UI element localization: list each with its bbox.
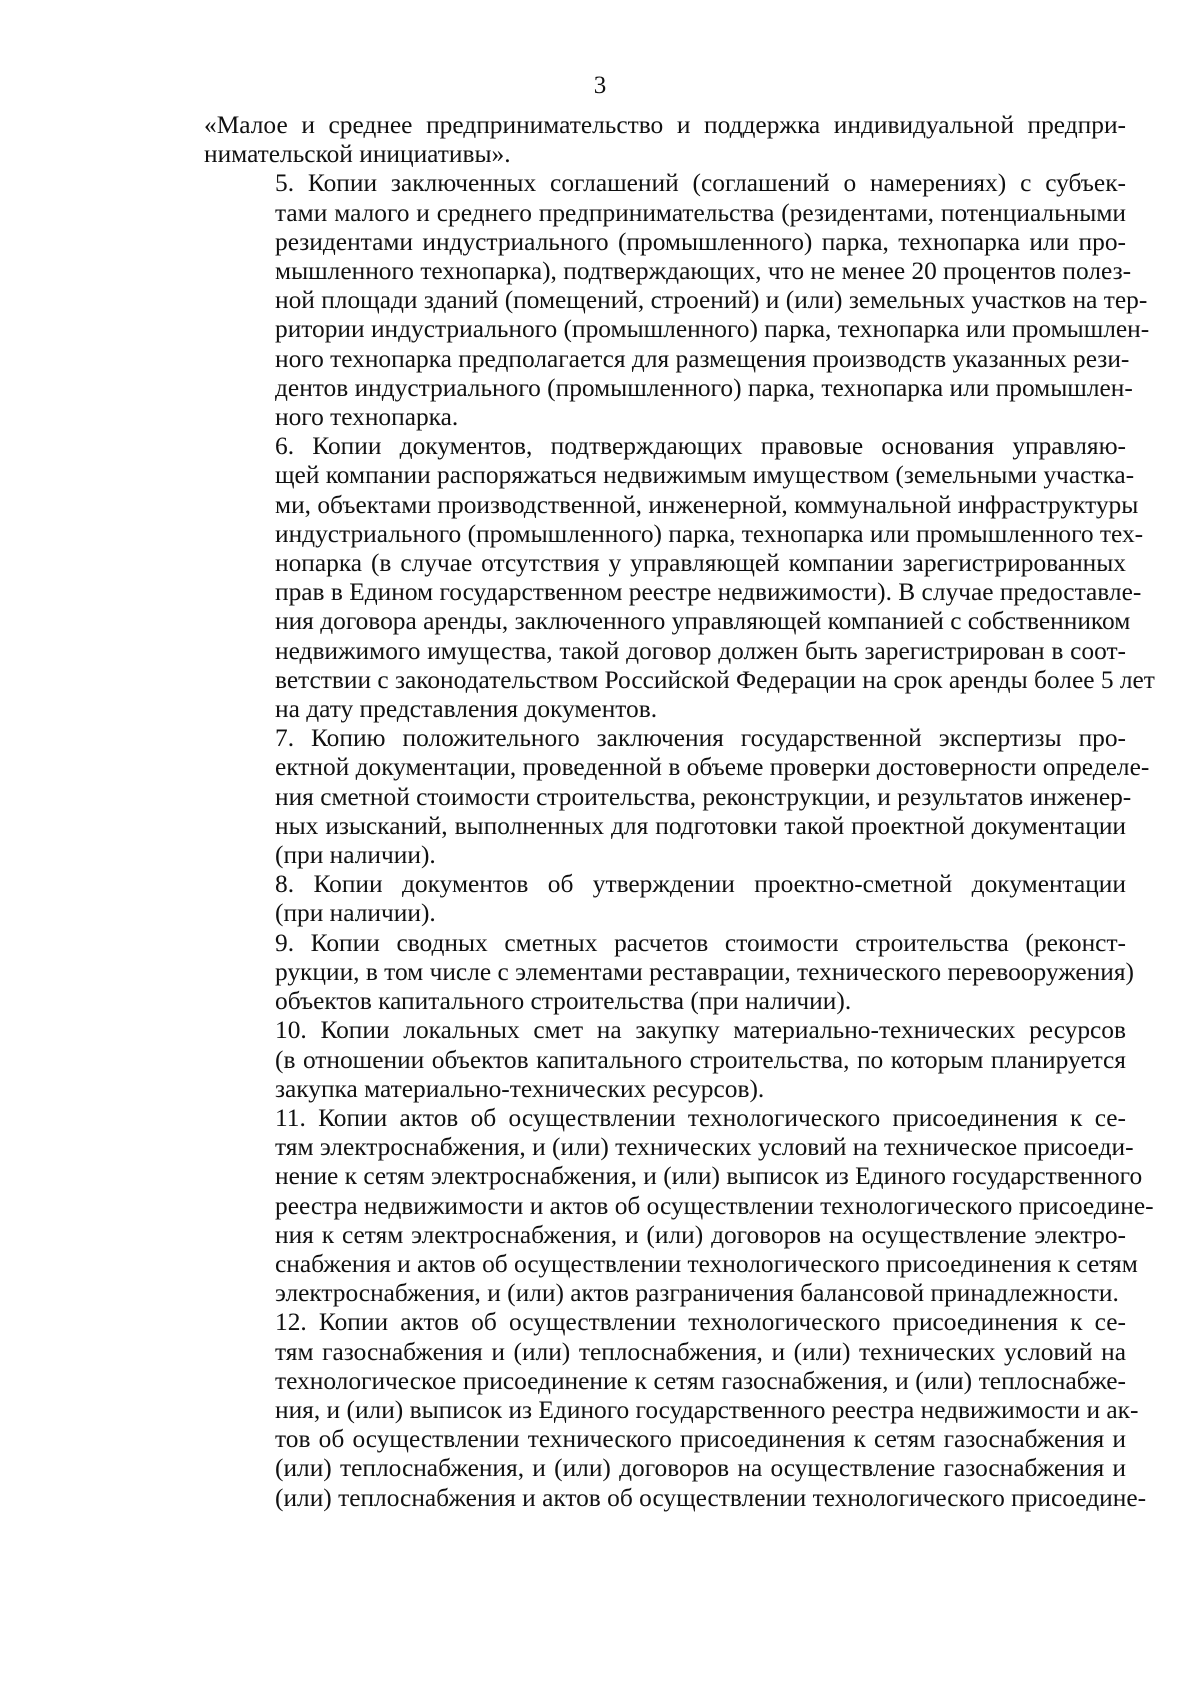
text-line: прав в Едином государственном реестре недвижимости). В случае предоставле- <box>275 578 1142 607</box>
paragraph-5 <box>204 169 1150 432</box>
text-line: ной площади зданий (помещений, строений) и (или) земельных участков на тер- <box>275 286 1148 315</box>
text-line: закупка материально-технических ресурсов). <box>275 1074 765 1103</box>
text-line: ветствии с законодательством Российской Федерации на срок аренды более 5 лет <box>275 665 1155 694</box>
text-line: ного технопарка предполагается для размещения производств указанных рези- <box>275 344 1130 373</box>
text-line: (или) теплоснабжения, и (или) договоров на осуществление газоснабжения и <box>275 1454 1126 1483</box>
text-line: 9. Копии сводных сметных расчетов стоимости строительства (реконст- <box>275 928 1126 957</box>
paragraph-9 <box>204 928 1134 1017</box>
paragraph-12 <box>204 1308 1147 1512</box>
text-line: ния договора аренды, заключенного управляющей компанией с собственником <box>275 607 1131 636</box>
paragraph-intro <box>204 111 1126 169</box>
text-line: ния сметной стоимости строительства, реконструкции, и результатов инженер- <box>275 782 1132 811</box>
paragraph-11 <box>204 1103 1154 1308</box>
text-line: ми, объектами производственной, инженерной, коммунальной инфраструктуры <box>275 490 1139 519</box>
text-line: 8. Копии документов об утверждении проектно-сметной документации <box>275 870 1126 899</box>
text-line: (при наличии). <box>275 899 436 928</box>
text-line: (в отношении объектов капитального строительства, по которым планируется <box>275 1045 1126 1074</box>
text-line: мышленного технопарка), подтверждающих, что не менее 20 процентов полез- <box>275 257 1132 286</box>
paragraph-10 <box>204 1016 1126 1104</box>
text-line: нение к сетям электроснабжения, и (или) выписок из Единого государственного <box>275 1162 1143 1191</box>
text-line: 5. Копии заключенных соглашений (соглашений о намерениях) с субъек- <box>275 169 1126 198</box>
text-line: объектов капитального строительства (при наличии). <box>275 987 852 1016</box>
text-line: ритории индустриального (промышленного) парка, технопарка или промышлен- <box>275 315 1150 344</box>
text-line: 12. Копии актов об осуществлении технологического присоединения к се- <box>275 1308 1126 1337</box>
text-line: тям электроснабжения, и (или) технических условий на техническое присоеди- <box>275 1133 1134 1162</box>
paragraph-6 <box>204 432 1155 724</box>
text-line: нимательской инициативы». <box>204 140 511 169</box>
text-line: тами малого и среднего предпринимательства (резидентами, потенциальными <box>275 198 1126 227</box>
text-line: индустриального (промышленного) парка, технопарка или промышленного тех- <box>275 519 1144 548</box>
text-line: 7. Копию положительного заключения государственной экспертизы про- <box>275 724 1126 753</box>
text-line: ных изысканий, выполненных для подготовки такой проектной документации <box>275 811 1126 840</box>
text-line: (при наличии). <box>275 841 436 870</box>
text-line: 10. Копии локальных смет на закупку материально-технических ресурсов <box>275 1016 1126 1045</box>
text-line: электроснабжения, и (или) актов разграничения балансовой принадлежности. <box>275 1279 1119 1308</box>
text-line: резидентами индустриального (промышленного) парка, технопарка или про- <box>275 227 1126 256</box>
text-line: дентов индустриального (промышленного) парка, технопарка или промышлен- <box>275 373 1133 402</box>
text-line: снабжения и актов об осуществлении технологического присоединения к сетям <box>275 1249 1138 1278</box>
paragraph-7 <box>204 724 1150 870</box>
text-line: недвижимого имущества, такой договор должен быть зарегистрирован в соот- <box>275 636 1126 665</box>
text-line: (или) теплоснабжения и актов об осуществлении технологического присоедине- <box>275 1483 1147 1512</box>
text-line: ектной документации, проведенной в объеме проверки достоверности определе- <box>275 753 1150 782</box>
page-number: 3 <box>593 72 607 99</box>
text-line: тов об осуществлении технического присоединения к сетям газоснабжения и <box>275 1425 1126 1454</box>
text-line: ния к сетям электроснабжения, и (или) договоров на осуществление электро- <box>275 1220 1126 1249</box>
document-body <box>204 111 1155 1513</box>
text-line: нопарка (в случае отсутствия у управляющей компании зарегистрированных <box>275 549 1126 578</box>
text-line: 6. Копии документов, подтверждающих правовые основания управляю- <box>275 432 1126 461</box>
text-line: 11. Копии актов об осуществлении технологического присоединения к се- <box>275 1103 1126 1132</box>
text-line: ного технопарка. <box>275 403 459 432</box>
text-line: щей компании распоряжаться недвижимым имуществом (земельными участка- <box>275 461 1135 490</box>
text-line: реестра недвижимости и актов об осуществлении технологического присоедине- <box>275 1191 1154 1220</box>
text-line: рукции, в том числе с элементами реставрации, технического перевооружения) <box>275 957 1134 986</box>
paragraph-8 <box>204 870 1126 928</box>
text-line: «Малое и среднее предпринимательство и поддержка индивидуальной предпри- <box>204 111 1126 139</box>
text-line: на дату представления документов. <box>275 695 658 724</box>
text-line: тям газоснабжения и (или) теплоснабжения, и (или) технических условий на <box>275 1337 1126 1366</box>
text-line: технологическое присоединение к сетям газоснабжения, и (или) теплоснабже- <box>275 1366 1126 1395</box>
text-line: ния, и (или) выписок из Единого государственного реестра недвижимости и ак- <box>275 1395 1139 1424</box>
